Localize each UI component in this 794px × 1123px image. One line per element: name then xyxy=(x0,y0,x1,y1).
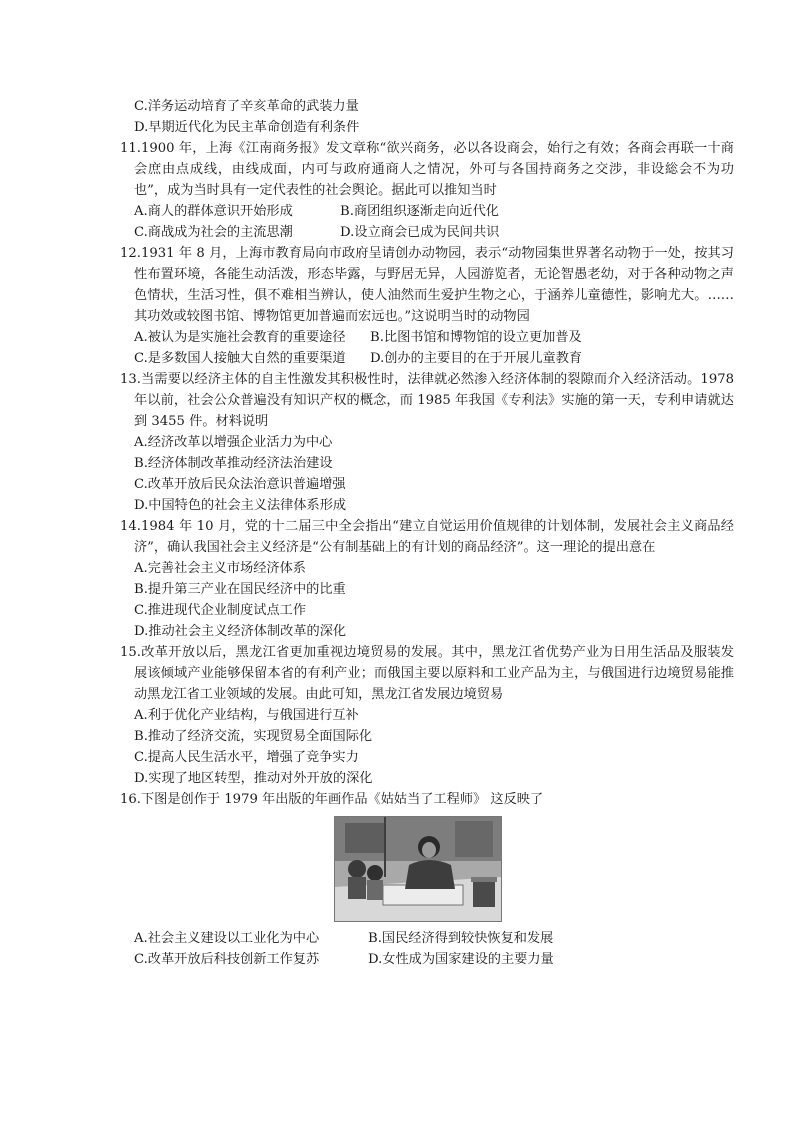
q15-option-c: C.提高人民生活水平，增强了竞争实力 xyxy=(134,750,359,765)
q16-options-row-2 xyxy=(120,949,734,970)
q14-option-c: C.推进现代企业制度试点工作 xyxy=(134,603,307,618)
q16-option-b: B.国民经济得到较快恢复和发展 xyxy=(368,931,554,946)
q14-stem: 14.1984 年 10 月，党的十二届三中全会指出“建立自觉运用价值规律的计划体制，发展社会主义商品经济”，确认我国社会主义经济是“公有制基础上的有计划的商品经济”。这一理论的提出意在 xyxy=(120,519,734,555)
q12-option-b: B.比图书馆和博物馆的设立更加普及 xyxy=(370,330,582,345)
q14-option-d: D.推动社会主义经济体制改革的深化 xyxy=(134,624,347,639)
q13-option-c: C.改革开放后民众法治意识普遍增强 xyxy=(134,477,346,492)
q11-option-b: B.商团组织逐渐走向近代化 xyxy=(340,204,499,219)
q13-option-d: D.中国特色的社会主义法律体系形成 xyxy=(134,498,347,513)
q11-options-row-1 xyxy=(120,201,734,222)
q12-options-row-1 xyxy=(120,327,734,348)
q16-option-c: C.改革开放后科技创新工作复苏 xyxy=(134,952,320,967)
q10-option-c: C.洋务运动培育了辛亥革命的武装力量 xyxy=(134,99,359,114)
question-13 xyxy=(120,369,734,516)
q12-options-row-2 xyxy=(120,348,734,369)
q11-option-c: C.商战成为社会的主流思潮 xyxy=(134,225,293,240)
q15-option-a: A.利于优化产业结构，与俄国进行互补 xyxy=(134,708,359,723)
q15-option-d: D.实现了地区转型，推动对外开放的深化 xyxy=(134,771,373,786)
question-12 xyxy=(120,243,734,369)
q15-option-b: B.推动了经济交流，实现贸易全面国际化 xyxy=(134,729,373,744)
question-14 xyxy=(120,516,734,642)
q11-option-a: A.商人的群体意识开始形成 xyxy=(134,204,293,219)
q16-options-row-1 xyxy=(120,928,734,949)
question-15 xyxy=(120,642,734,789)
q14-option-b: B.提升第三产业在国民经济中的比重 xyxy=(134,582,346,597)
nianhua-picture xyxy=(334,816,502,922)
q14-option-a: A.完善社会主义市场经济体系 xyxy=(134,561,306,576)
nianhua-illustration xyxy=(335,817,501,921)
q16-stem: 16.下图是创作于 1979 年出版的年画作品《姑姑当了工程师》 这反映了 xyxy=(120,792,544,807)
q11-stem: 11.1900 年，上海《江南商务报》发文章称“欲兴商务，必以各设商会，始行之有效；各商会再联一十商会庶由点成线，由线成面，内可与政府通商人之情况，外可与各国持商务之交涉，非设総会不为功也”，成为当时具有一定代表性的社会舆论。据此可以推知当时 xyxy=(120,141,734,198)
q13-option-a: A.经济改革以增强企业活力为中心 xyxy=(134,435,333,450)
q15-stem: 15.改革开放以后，黑龙江省更加重视边境贸易的发展。其中，黑龙江省优势产业为日用生活品及服装发展该倾域产业能够保留本省的有利产业；而俄国主要以原料和工业产品为主，与俄国进行边境贸易能推动黑龙江省工业领域的发展。由此可知，黑龙江省发展边境贸易 xyxy=(120,645,734,702)
q10-option-d: D.早期近代化为民主革命创造有利条件 xyxy=(134,120,360,135)
q11-options-row-2 xyxy=(120,222,734,243)
q12-option-c: C.是多数国人接触大自然的重要渠道 xyxy=(134,351,346,366)
q13-option-b: B.经济体制改革推动经济法治建设 xyxy=(134,456,333,471)
q13-stem: 13.当需要以经济主体的自主性激发其积极性时，法律就必然渗入经济体制的裂隙而介入经济活动。1978 年以前，社会公众普遍没有知识产权的概念，而 1985 年我国《专利法》实施的第一天，专利申请就达到 3455 件。材料说明 xyxy=(120,372,734,429)
q12-stem: 12.1931 年 8 月，上海市教育局向市政府呈请创办动物园，表示“动物园集世界著名动物于一处，按其习性布置环境，各能生动活泼，形态毕露，与野居无异，人园游览者，无论智愚老幼，对于各种动物之声色情状，生活习性，俱不难相当辨认，使人油然而生爱护生物之心，于涵养儿童德性，影响尤大。……其功效或较图书馆、博物馆更加普遍而宏远也。”这说明当时的动物园 xyxy=(120,246,734,324)
question-11 xyxy=(120,138,734,243)
q12-option-a: A.被认为是实施社会教育的重要途径 xyxy=(134,330,346,345)
q16-option-a: A.社会主义建设以工业化为中心 xyxy=(134,931,320,946)
q12-option-d: D.创办的主要目的在于开展儿童教育 xyxy=(370,351,583,366)
question-16 xyxy=(120,789,734,970)
q10-options xyxy=(120,96,734,138)
q11-option-d: D.设立商会已成为民间共识 xyxy=(340,225,500,240)
q16-option-d: D.女性成为国家建设的主要力量 xyxy=(368,952,554,967)
